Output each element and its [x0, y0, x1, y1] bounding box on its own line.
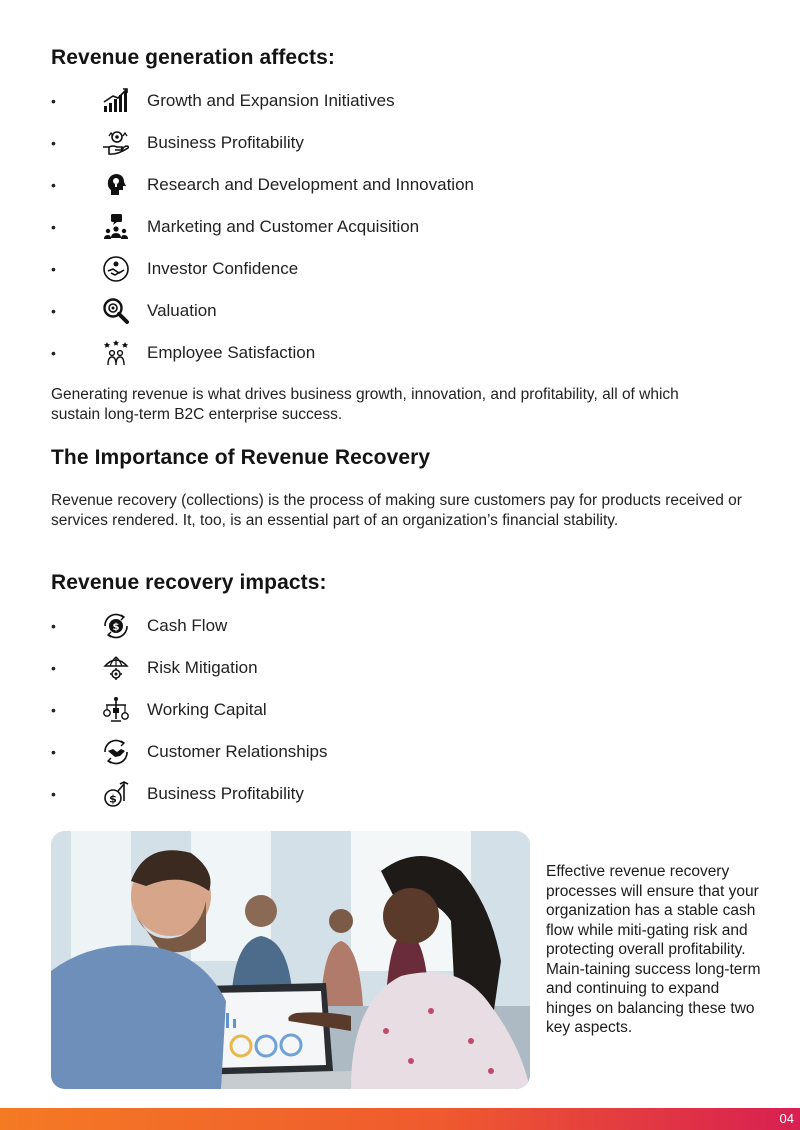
bullet: •	[51, 786, 56, 802]
list-item-label: Valuation	[147, 301, 217, 320]
side-paragraph: Effective revenue recovery processes will ensure that your organization has a stable cash flow while miti-gating risk and protecting overall profitability. Main-taining success long-term and continuing to expand hinges on balancing these two key aspects.	[546, 863, 761, 1036]
scale-coins-icon	[101, 695, 131, 725]
list-item-label: Growth and Expansion Initiatives	[147, 91, 395, 110]
bullet: •	[51, 744, 56, 760]
bullet: •	[51, 177, 56, 193]
bullet: •	[51, 135, 56, 151]
stars-people-icon	[101, 338, 131, 368]
list-item-label: Customer Relationships	[147, 742, 328, 761]
list-item-label: Cash Flow	[147, 616, 228, 635]
paragraph-revenue-generation: Generating revenue is what drives business growth, innovation, and profitability, all of which sustain long-term B2C enterprise success.	[51, 386, 679, 423]
bullet: •	[51, 618, 56, 634]
bullet: •	[51, 219, 56, 235]
magnifier-icon	[101, 296, 131, 326]
bullet: •	[51, 261, 56, 277]
list-item-label: Business Profitability	[147, 784, 304, 803]
bullet: •	[51, 660, 56, 676]
page-number: 04	[779, 1111, 794, 1126]
meeting-photo-illustration	[51, 831, 530, 1089]
bullet: •	[51, 345, 56, 361]
cash-cycle-icon	[101, 611, 131, 641]
list-item-label: Employee Satisfaction	[147, 343, 316, 362]
bar-chart-growth-icon	[101, 86, 131, 116]
section-heading-revenue-generation: Revenue generation affects:	[51, 46, 335, 69]
footer-bar	[0, 1108, 800, 1130]
umbrella-gear-icon	[101, 653, 131, 683]
list-item-label: Investor Confidence	[147, 259, 299, 278]
list-item-label: Marketing and Customer Acquisition	[147, 217, 420, 236]
list-item-label: Working Capital	[147, 700, 267, 719]
handshake-cycle-icon	[101, 737, 131, 767]
section-heading-revenue-recovery: Revenue recovery impacts:	[51, 571, 327, 594]
dollar-arrow-icon	[101, 779, 131, 809]
bullet: •	[51, 93, 56, 109]
list-item-label: Research and Development and Innovation	[147, 175, 474, 194]
lightbulb-head-icon	[101, 170, 131, 200]
people-chat-icon	[101, 212, 131, 242]
bullet: •	[51, 702, 56, 718]
svg-text:$: $	[109, 792, 117, 806]
hand-coin-icon	[101, 128, 131, 158]
section-heading-importance: The Importance of Revenue Recovery	[51, 446, 431, 469]
bullet: •	[51, 303, 56, 319]
meeting-photo	[51, 831, 530, 1089]
paragraph-revenue-recovery: Revenue recovery (collections) is the process of making sure customers pay for products received or services rendered. It, too, is an essential part of an organization’s financial stability.	[51, 492, 742, 529]
list-item-label: Business Profitability	[147, 133, 304, 152]
investor-handshake-icon	[101, 254, 131, 284]
list-item-label: Risk Mitigation	[147, 658, 258, 677]
svg-text:$: $	[112, 622, 120, 633]
